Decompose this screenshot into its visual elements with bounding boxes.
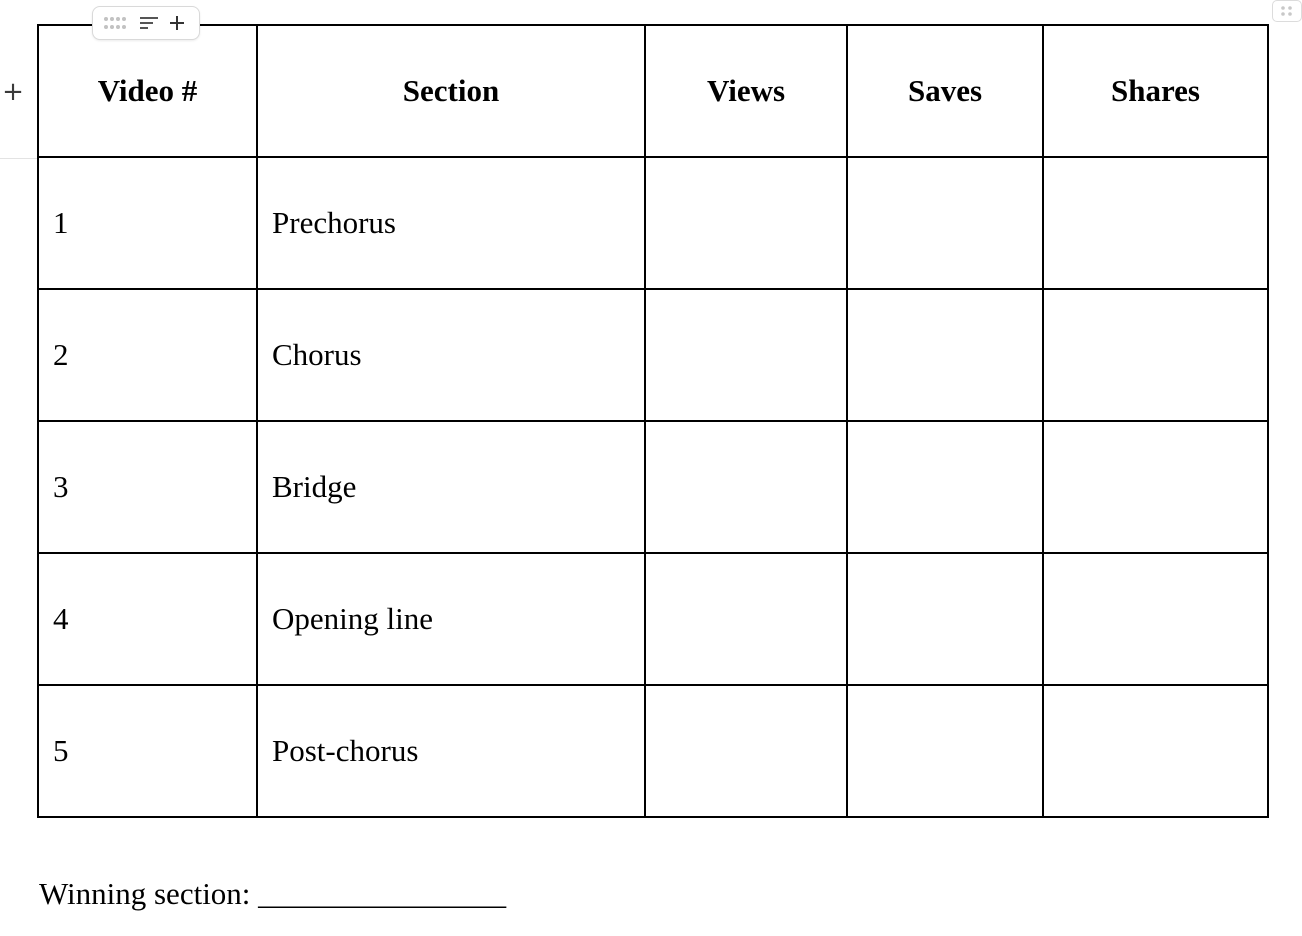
cell-views[interactable] [645,685,847,817]
row-guide-line [0,158,37,159]
drag-handle-icon[interactable] [103,12,129,34]
cell-shares[interactable] [1043,421,1268,553]
cell-saves[interactable] [847,289,1043,421]
cell-shares[interactable] [1043,289,1268,421]
cell-shares[interactable] [1043,685,1268,817]
cell-section[interactable]: Bridge [257,421,645,553]
cell-views[interactable] [645,553,847,685]
header-video-number[interactable]: Video # [38,25,257,157]
cell-saves[interactable] [847,421,1043,553]
cell-video-number[interactable]: 4 [38,553,257,685]
table-row [38,685,1268,817]
cell-views[interactable] [645,289,847,421]
cell-views[interactable] [645,421,847,553]
cell-section[interactable]: Post-chorus [257,685,645,817]
table-row [38,289,1268,421]
tracking-table [37,24,1269,818]
table-toolbar [92,6,200,40]
table-row [38,553,1268,685]
winning-section-label: Winning section: [39,876,259,911]
header-views[interactable]: Views [645,25,847,157]
cell-video-number[interactable]: 1 [38,157,257,289]
cell-video-number[interactable]: 2 [38,289,257,421]
table-row [38,421,1268,553]
winning-section-line[interactable] [39,872,506,916]
header-row [38,25,1268,157]
cell-views[interactable] [645,157,847,289]
cell-section[interactable]: Prechorus [257,157,645,289]
header-shares[interactable]: Shares [1043,25,1268,157]
cell-shares[interactable] [1043,157,1268,289]
add-row-button[interactable]: + [2,77,24,107]
cell-saves[interactable] [847,685,1043,817]
cell-video-number[interactable]: 5 [38,685,257,817]
grip-dots-icon[interactable] [1272,0,1302,22]
cell-video-number[interactable]: 3 [38,421,257,553]
plus-icon[interactable] [169,12,185,34]
header-section[interactable]: Section [257,25,645,157]
cell-section[interactable]: Chorus [257,289,645,421]
cell-shares[interactable] [1043,553,1268,685]
table-row [38,157,1268,289]
align-icon[interactable] [139,12,159,34]
cell-saves[interactable] [847,157,1043,289]
cell-section[interactable]: Opening line [257,553,645,685]
winning-section-blank[interactable]: ________________ [258,876,507,911]
header-saves[interactable]: Saves [847,25,1043,157]
cell-saves[interactable] [847,553,1043,685]
